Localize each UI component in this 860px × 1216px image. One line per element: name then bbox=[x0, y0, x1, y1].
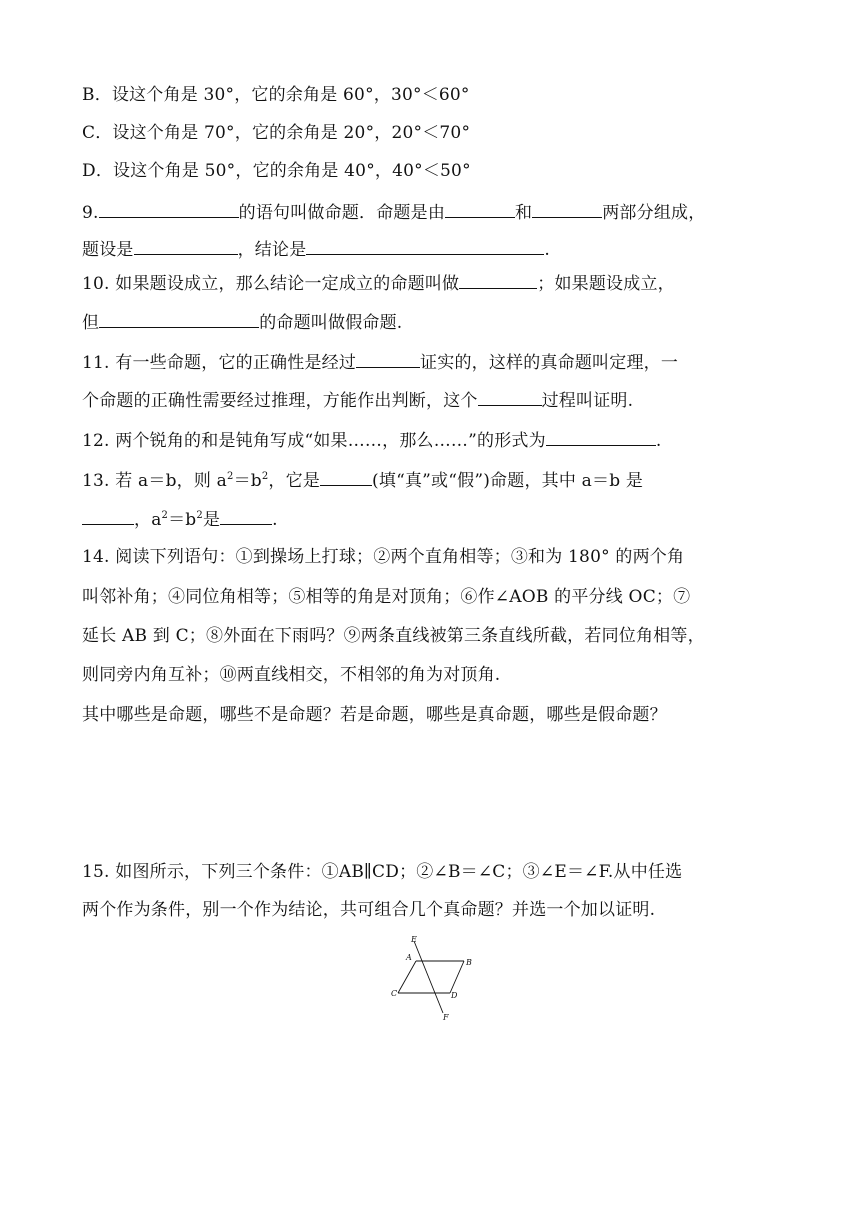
q15-line-1: 15. 如图所示，下列三个条件：①AB∥CD；②∠B＝∠C；③∠E＝∠F.从中任选 bbox=[82, 862, 683, 882]
q15-line-2: 两个作为条件，别一个作为结论，共可组合几个真命题？并选一个加以证明. bbox=[82, 900, 656, 920]
q13-line-1: 13. 若 a＝b，则 $a^2=b^2$，它是 (填“真”或“假”)命题，其中 a＝b 是 bbox=[82, 467, 643, 493]
q9-line-2: 题设是 ，结论是 . bbox=[82, 236, 550, 262]
answer-blank[interactable] bbox=[445, 199, 515, 218]
answer-blank[interactable] bbox=[356, 349, 420, 368]
q8-option-b: B．设这个角是 30°，它的余角是 60°，30°＜60° bbox=[82, 85, 470, 105]
answer-blank[interactable] bbox=[320, 467, 372, 486]
q11-line-2: 个命题的正确性需要经过推理，方能作出判断，这个 过程叫证明. bbox=[82, 387, 633, 413]
q13-line-2: ，$a^2=b^2$是 . bbox=[82, 506, 278, 532]
answer-blank[interactable] bbox=[134, 236, 238, 255]
answer-blank[interactable] bbox=[82, 506, 134, 525]
q11-line-1: 11. 有一些命题，它的正确性是经过 证实的，这样的真命题叫定理，一 bbox=[82, 349, 678, 375]
answer-blank[interactable] bbox=[220, 506, 272, 525]
label-d: D bbox=[451, 991, 458, 1000]
q14-line-4: 则同旁内角互补；⑩两直线相交，不相邻的角为对顶角. bbox=[82, 665, 501, 685]
label-a: A bbox=[406, 953, 412, 962]
answer-blank[interactable] bbox=[478, 387, 542, 406]
q10-line-1: 10. 如果题设成立，那么结论一定成立的命题叫做 ；如果题设成立， bbox=[82, 270, 675, 296]
q10-line-2: 但 的命题叫做假命题. bbox=[82, 309, 402, 335]
q8-option-c: C．设这个角是 70°，它的余角是 20°，20°＜70° bbox=[82, 123, 471, 143]
line-ef bbox=[414, 941, 443, 1013]
q8-option-d: D．设这个角是 50°，它的余角是 40°，40°＜50° bbox=[82, 161, 471, 181]
q14-line-3: 延长 AB 到 C；⑧外面在下雨吗？⑨两条直线被第三条直线所截，若同位角相等， bbox=[82, 626, 705, 646]
answer-blank[interactable] bbox=[532, 199, 602, 218]
answer-blank[interactable] bbox=[99, 309, 259, 328]
q14-line-5: 其中哪些是命题，哪些不是命题？若是命题，哪些是真命题，哪些是假命题？ bbox=[82, 705, 667, 725]
q14-line-1: 14. 阅读下列语句：①到操场上打球；②两个直角相等；③和为 180° 的两个角 bbox=[82, 547, 685, 567]
label-f: F bbox=[443, 1013, 449, 1022]
q14-line-2: 叫邻补角；④同位角相等；⑤相等的角是对顶角；⑥作∠AOB 的平分线 OC；⑦ bbox=[82, 587, 691, 607]
answer-blank[interactable] bbox=[459, 270, 537, 289]
label-e: E bbox=[411, 935, 417, 944]
q12-line: 12. 两个锐角的和是钝角写成“如果……，那么……”的形式为 . bbox=[82, 427, 661, 453]
answer-blank[interactable] bbox=[306, 236, 544, 255]
label-c: C bbox=[391, 989, 398, 998]
q9-line-1: 9. 的语句叫做命题．命题是由 和 两部分组成， bbox=[82, 199, 705, 225]
answer-blank[interactable] bbox=[99, 199, 239, 218]
geometry-figure bbox=[388, 933, 478, 1023]
line-bd bbox=[450, 961, 464, 993]
answer-blank[interactable] bbox=[546, 427, 656, 446]
line-ac bbox=[398, 961, 416, 993]
label-b: B bbox=[466, 958, 472, 967]
